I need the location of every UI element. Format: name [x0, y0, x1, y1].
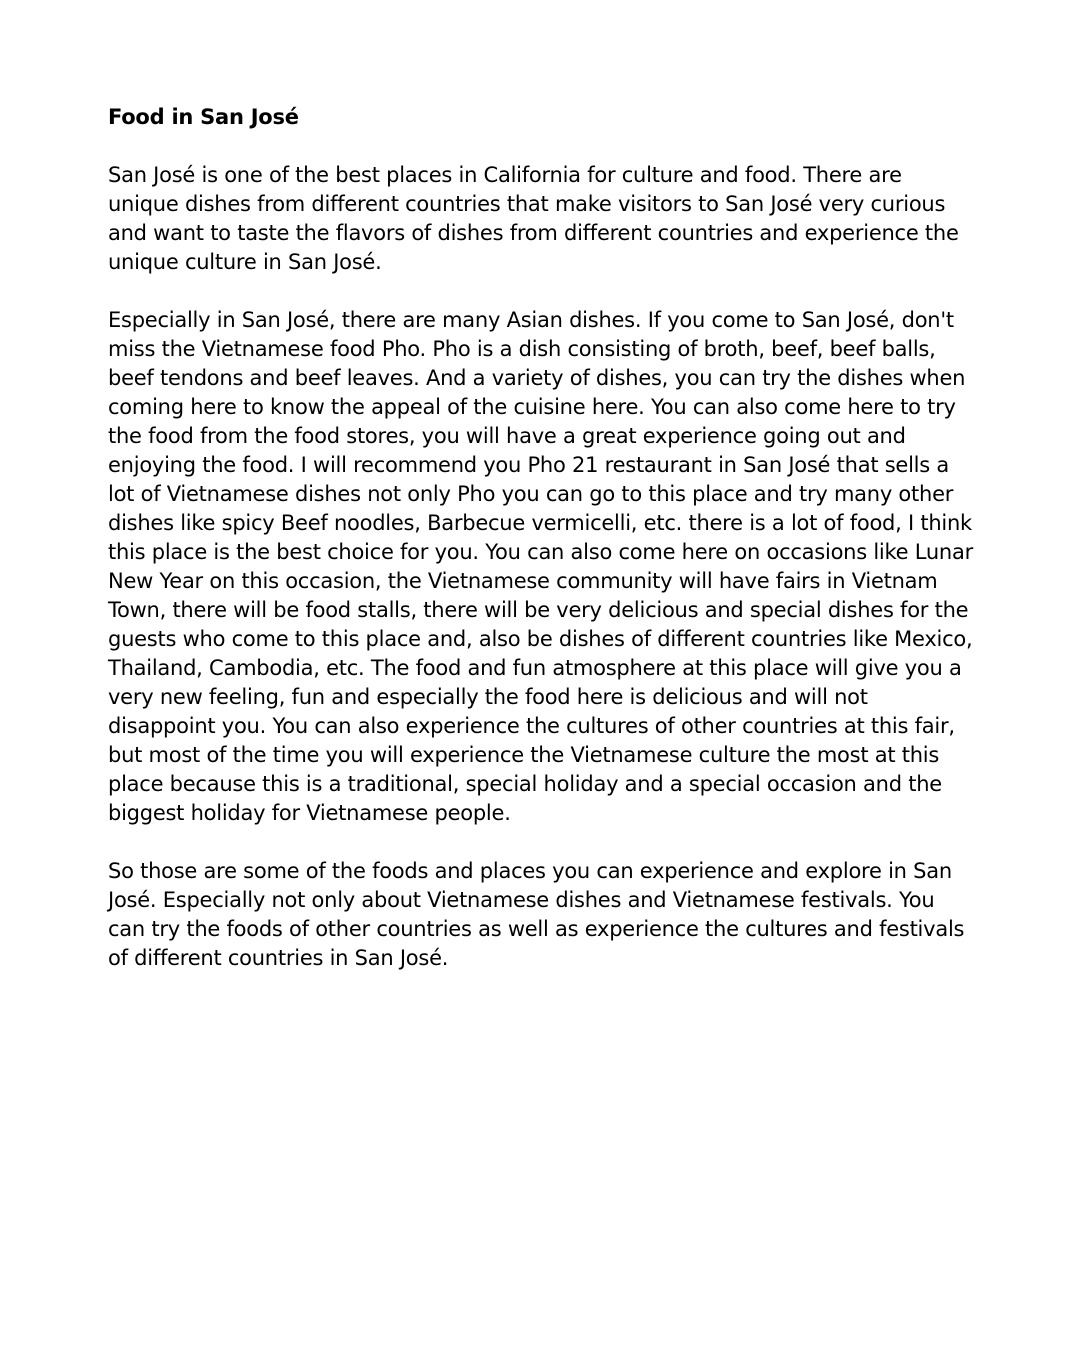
paragraph-intro: San José is one of the best places in California for culture and food. There are unique dishes from different countries that make visitors to San José very curious and want to taste the flavors of dishes from different countries and experience the unique culture in San José.: [108, 163, 959, 274]
document-page: [108, 103, 974, 973]
document-title: Food in San José: [108, 105, 299, 129]
paragraph-asian-dishes: Especially in San José, there are many Asian dishes. If you come to San José, don't miss the Vietnamese food Pho. Pho is a dish consisting of broth, beef, beef balls, beef tendons and beef leaves. And a variety of dishes, you can try the dishes when coming here to know the appeal of the cuisine here. You can also come here to try the food from the food stores, you will have a great experience going out and enjoying the food. I will recommend you Pho 21 restaurant in San José that sells a lot of Vietnamese dishes not only Pho you can go to this place and try many other dishes like spicy Beef noodles, Barbecue vermicelli, etc. there is a lot of food, I think this place is the best choice for you. You can also come here on occasions like Lunar New Year on this occasion, the Vietnamese community will have fairs in Vietnam Town, there will be food stalls, there will be very delicious and special dishes for the guests who come to this place and, also be dishes of different countries like Mexico, Thailand, Cambodia, etc. The food and fun atmosphere at this place will give you a very new feeling, fun and especially the food here is delicious and will not disappoint you. You can also experience the cultures of other countries at this fair, but most of the time you will experience the Vietnamese culture the most at this place because this is a traditional, special holiday and a special occasion and the biggest holiday for Vietnamese people.: [108, 308, 973, 825]
paragraph-conclusion: So those are some of the foods and places you can experience and explore in San José. Especially not only about Vietnamese dishes and Vietnamese festivals. You can try the foods of other countries as well as experience the cultures and festivals of different countries in San José.: [108, 859, 965, 970]
